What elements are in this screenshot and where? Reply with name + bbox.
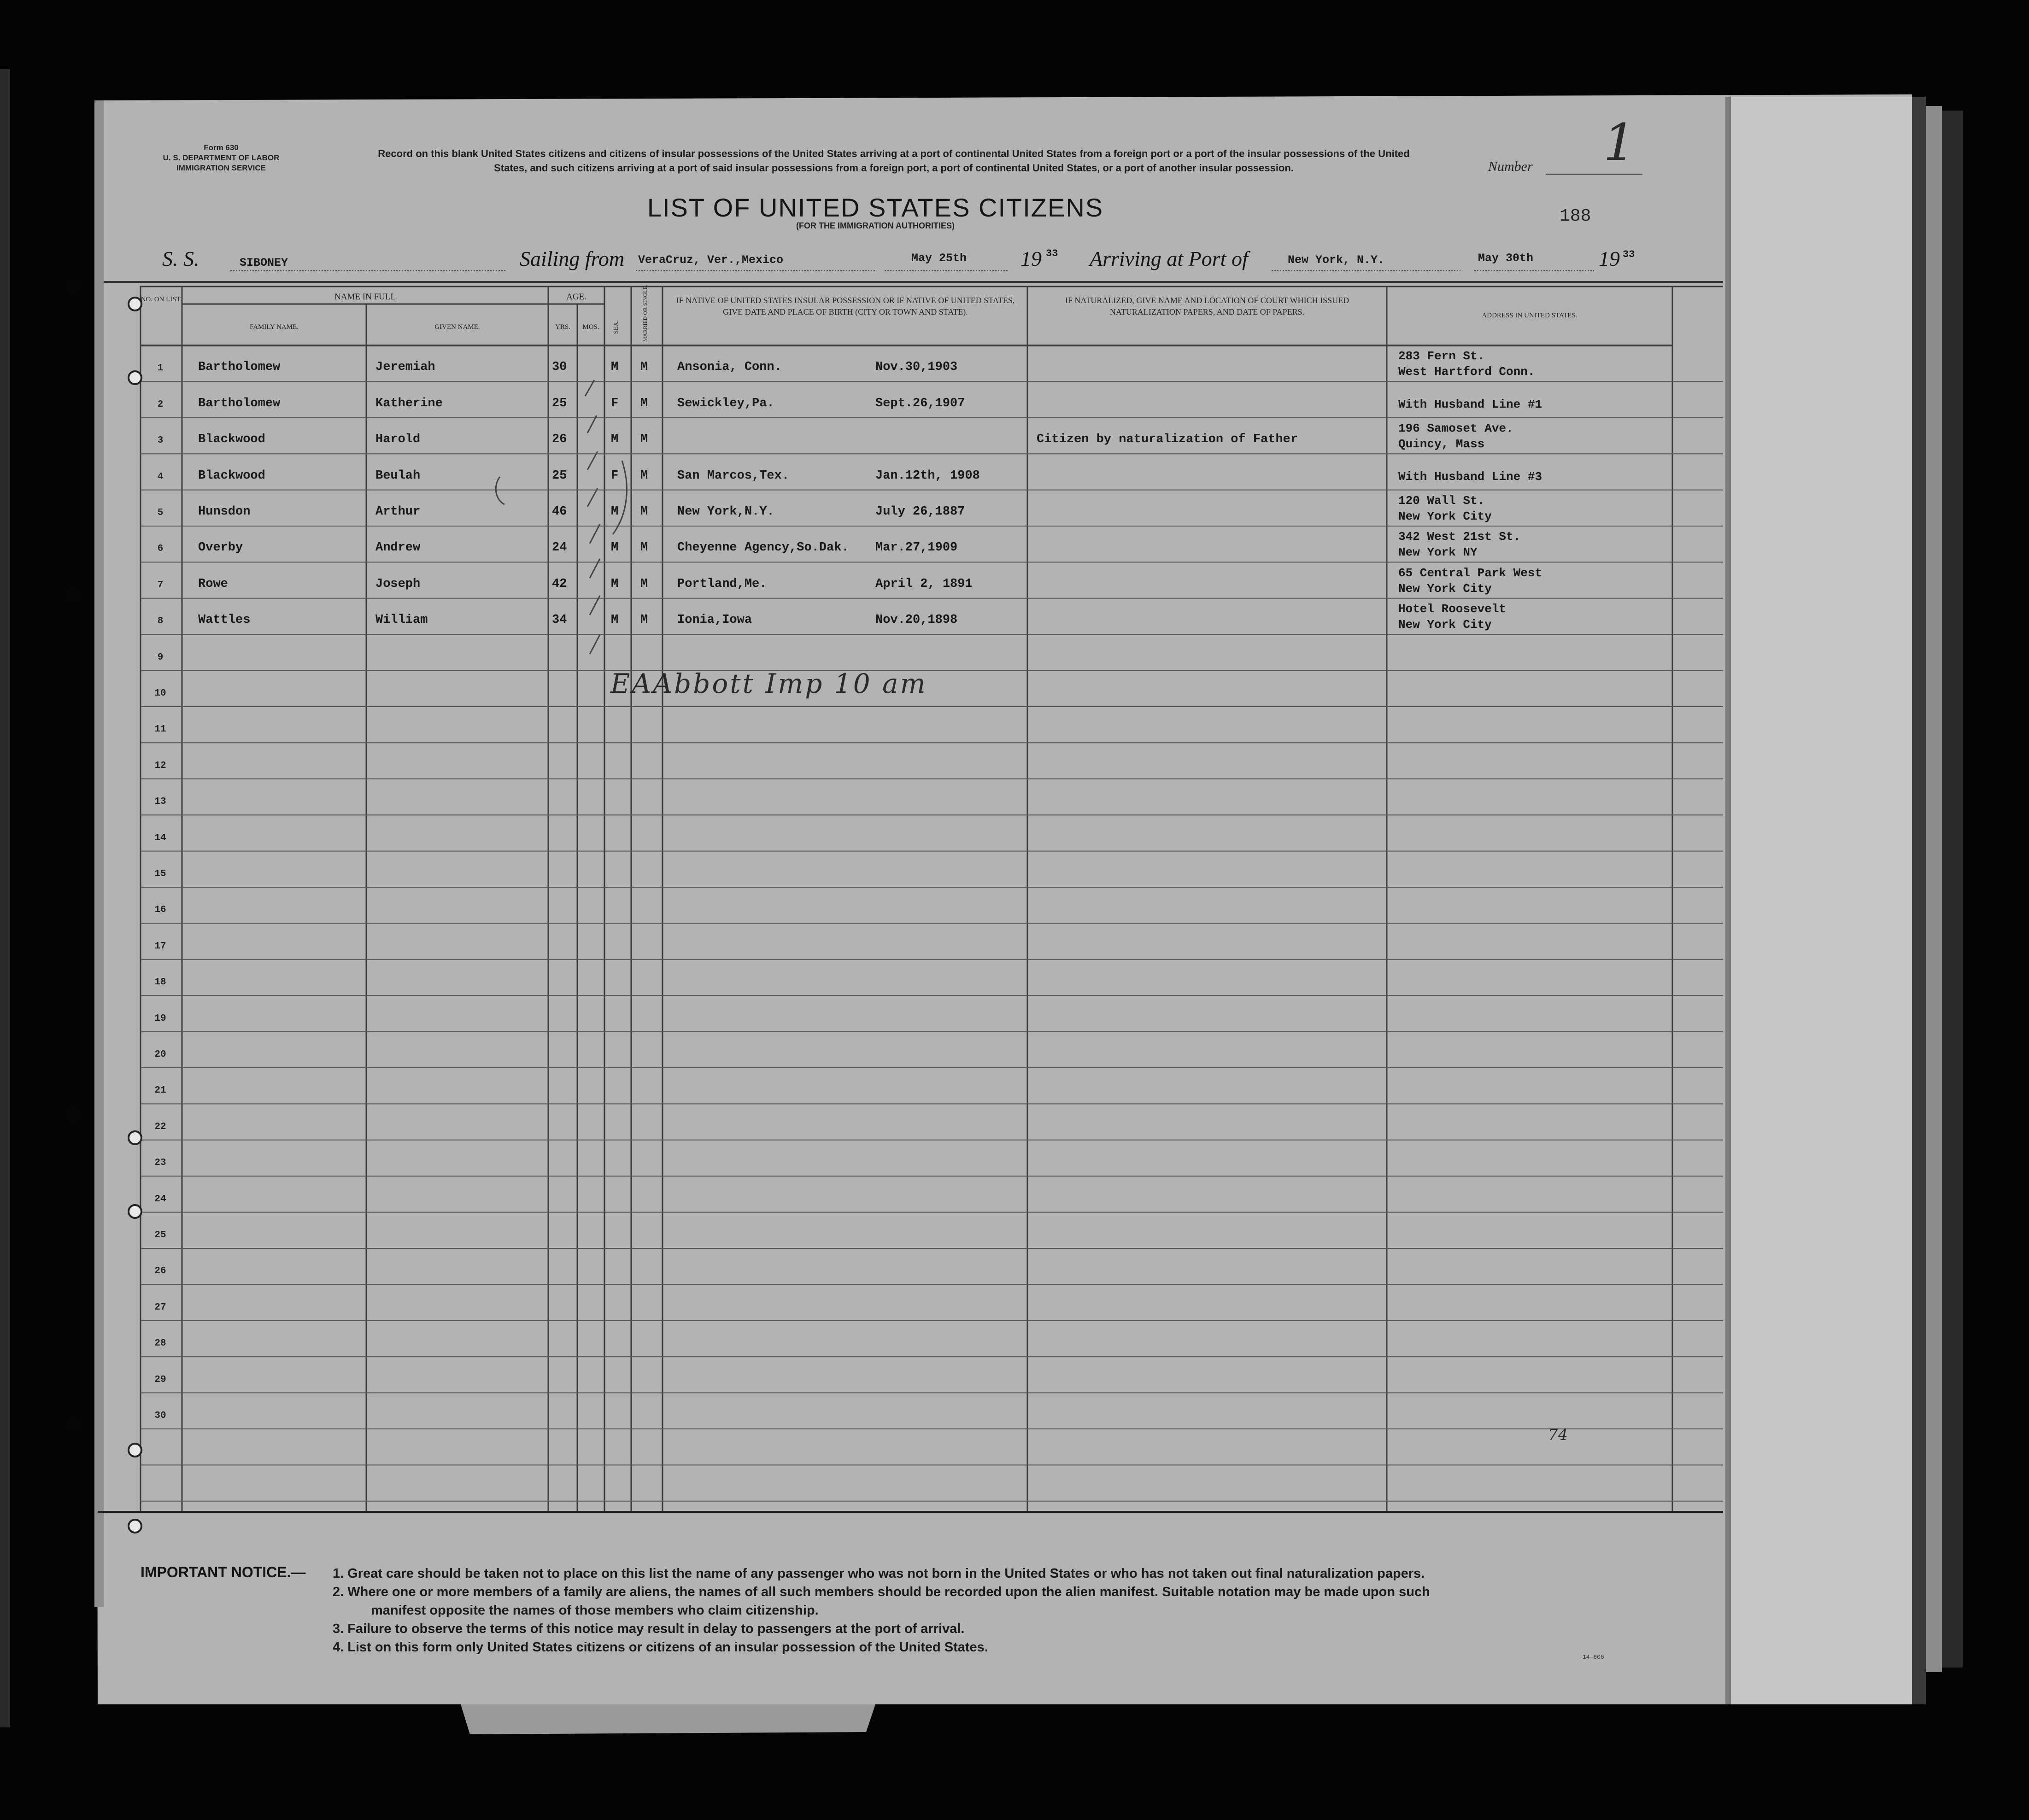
- address-line: 65 Central Park West: [1398, 566, 1542, 580]
- given-name: Jeremiah: [375, 360, 435, 375]
- address-line: Quincy, Mass: [1398, 437, 1485, 451]
- arrival-year-suffix: 33: [1623, 249, 1635, 260]
- col-header-family-name: FAMILY NAME.: [250, 323, 299, 331]
- line-number: 29: [154, 1374, 166, 1385]
- line-number: 6: [157, 544, 164, 555]
- birthdate: Mar.27,1909: [875, 541, 958, 555]
- ship-name: SIBONEY: [240, 256, 288, 269]
- col-header-address: ADDRESS IN UNITED STATES.: [1482, 312, 1577, 319]
- family-name: Overby: [198, 541, 243, 555]
- line-number: 9: [157, 652, 164, 663]
- address-line: 120 Wall St.: [1398, 494, 1485, 508]
- family-name: Wattles: [198, 613, 251, 627]
- header-fill-lines: [230, 269, 1631, 272]
- line-number: 28: [154, 1338, 166, 1349]
- address-line: Hotel Roosevelt: [1398, 602, 1507, 616]
- notice-item-3: 3. Failure to observe the terms of this notice may result in delay to passengers at the port of arrival.: [333, 1621, 965, 1636]
- col-header-age: AGE.: [566, 292, 586, 302]
- address-line: New York City: [1398, 618, 1492, 632]
- notice-item-2: 2. Where one or more members of a family are aliens, the names of all such members should be recorded upon the alien manifest. Suitable notation may be made upon such: [333, 1585, 1430, 1599]
- line-number: 21: [154, 1085, 166, 1096]
- line-number: 17: [154, 941, 166, 952]
- marital-status: M: [640, 577, 648, 591]
- birthplace: Portland,Me.: [677, 577, 767, 591]
- line-number: 3: [157, 435, 164, 446]
- line-number: 23: [154, 1158, 166, 1169]
- family-name: Blackwood: [198, 468, 265, 483]
- sex: M: [611, 433, 619, 447]
- address-line: With Husband Line #1: [1398, 397, 1542, 411]
- birthplace: Ionia,Iowa: [677, 613, 752, 627]
- marital-status: M: [640, 505, 648, 519]
- sex: M: [611, 360, 619, 375]
- sex: M: [611, 541, 619, 555]
- line-number: 18: [154, 977, 166, 988]
- line-number: 26: [154, 1266, 166, 1277]
- line-number: 27: [154, 1302, 166, 1313]
- address-line: New York City: [1398, 581, 1492, 596]
- age-years: 42: [552, 577, 567, 591]
- col-header-sex: SEX.: [613, 320, 620, 334]
- sailing-from-port: VeraCruz, Ver.,Mexico: [638, 253, 784, 267]
- marital-status: M: [640, 541, 648, 555]
- line-number: 2: [157, 399, 164, 410]
- naturalization: Citizen by naturalization of Father: [1037, 433, 1298, 447]
- marital-status: M: [640, 433, 648, 447]
- line-number: 7: [157, 579, 164, 591]
- notice-item-2-cont: manifest opposite the names of those members who claim citizenship.: [371, 1603, 819, 1618]
- handwritten-mark: 74: [1548, 1426, 1568, 1444]
- age-years: 46: [552, 505, 567, 519]
- given-name: William: [375, 613, 428, 627]
- col-header-naturalized: IF NATURALIZED, GIVE NAME AND LOCATION OF COURT WHICH ISSUED NATURALIZATION PAPERS, AND DATE OF PAPERS.: [1065, 296, 1349, 316]
- given-name: Arthur: [375, 505, 421, 519]
- marital-status: M: [640, 396, 648, 410]
- sailing-year-prefix: 19: [1020, 247, 1042, 270]
- notice-item-4: 4. List on this form only United States citizens or citizens of an insular possession of the United States.: [333, 1640, 988, 1655]
- line-number: 10: [154, 688, 166, 699]
- line-number: 5: [157, 508, 164, 518]
- col-header-birth: IF NATIVE OF UNITED STATES INSULAR POSSESSION OR IF NATIVE OF UNITED STATES, GIVE DATE AND PLACE OF BIRTH (CITY OR TOWN AND STATE).: [676, 296, 1015, 316]
- line-number: 13: [154, 796, 166, 808]
- line-number: 12: [154, 760, 166, 771]
- marital-status: M: [640, 360, 648, 375]
- line-number: 22: [154, 1121, 166, 1132]
- given-name: Andrew: [375, 541, 421, 555]
- line-number: 1: [157, 363, 164, 374]
- birthplace: San Marcos,Tex.: [677, 468, 790, 483]
- age-years: 25: [552, 396, 567, 410]
- form-instructions: Record on this blank United States citizens and citizens of insular possessions of the United States arriving at a port of continental United States from a foreign port or a port of the insular possessions of the United States, and such citizens arriving at a port of said insular possessions from a foreign port, a port of continental United States, or a port of another insular possession.: [378, 148, 1410, 174]
- birthplace: New York,N.Y.: [677, 505, 774, 519]
- address-line: 342 West 21st St.: [1398, 530, 1521, 544]
- col-header-name: NAME IN FULL: [334, 292, 396, 302]
- address-line: New York NY: [1398, 545, 1478, 560]
- department-name: U. S. DEPARTMENT OF LABOR: [163, 153, 280, 162]
- address-line: 196 Samoset Ave.: [1398, 421, 1513, 436]
- sailing-date: May 25th: [911, 252, 967, 265]
- given-name: Joseph: [375, 577, 421, 591]
- line-number: 24: [154, 1194, 166, 1205]
- col-header-no: NO. ON LIST.: [141, 296, 182, 303]
- address-line: 283 Fern St.: [1398, 349, 1485, 363]
- line-number: 8: [157, 616, 164, 627]
- stamp-number: 188: [1560, 206, 1591, 226]
- age-years: 24: [552, 541, 567, 555]
- marital-status: M: [640, 613, 648, 627]
- col-header-mos: MOS.: [582, 323, 599, 331]
- birthplace: Sewickley,Pa.: [677, 396, 774, 410]
- birthdate: Nov.20,1898: [875, 613, 958, 627]
- col-header-yrs: YRS.: [555, 323, 570, 331]
- line-number: 15: [154, 869, 166, 879]
- sex: M: [611, 577, 619, 591]
- age-years: 25: [552, 468, 567, 483]
- print-code: 14—606: [1583, 1654, 1604, 1661]
- address-line: New York City: [1398, 509, 1492, 523]
- birthdate: Nov.30,1903: [875, 360, 958, 375]
- address-line: With Husband Line #3: [1398, 469, 1542, 484]
- line-number: 30: [154, 1410, 166, 1421]
- given-name: Katherine: [375, 396, 443, 410]
- sex: M: [611, 505, 619, 519]
- number-value: 1: [1603, 113, 1636, 172]
- line-number: 4: [157, 471, 164, 482]
- page-title: LIST OF UNITED STATES CITIZENS: [647, 193, 1104, 222]
- family-name: Bartholomew: [198, 360, 281, 375]
- form-identifier: [138, 143, 304, 173]
- given-name: Harold: [375, 433, 421, 447]
- age-years: 34: [552, 613, 567, 627]
- line-number: 20: [154, 1049, 166, 1060]
- birthdate: April 2, 1891: [875, 577, 973, 591]
- ss-label: S. S.: [162, 247, 199, 270]
- birthdate: Sept.26,1907: [875, 396, 965, 410]
- birthplace: Ansonia, Conn.: [677, 360, 782, 375]
- family-name: Blackwood: [198, 433, 265, 447]
- sailing-from-label: Sailing from: [520, 247, 625, 270]
- address-line: West Hartford Conn.: [1398, 365, 1535, 379]
- sailing-year-suffix: 33: [1046, 248, 1058, 259]
- family-name: Rowe: [198, 577, 228, 591]
- notice-heading: IMPORTANT NOTICE.—: [141, 1564, 306, 1580]
- age-years: 30: [552, 360, 567, 375]
- line-number: 25: [154, 1230, 166, 1241]
- col-header-given-name: GIVEN NAME.: [434, 323, 480, 331]
- handwritten-note: EAAbbott Imp 10 am: [610, 668, 927, 699]
- age-years: 26: [552, 433, 567, 447]
- service-name: IMMIGRATION SERVICE: [176, 164, 266, 172]
- arriving-label: Arriving at Port of: [1090, 247, 1248, 270]
- arriving-port: New York, N.Y.: [1288, 253, 1385, 267]
- col-header-married: MARRIED OR SINGLE.: [642, 285, 648, 342]
- notice-item-1: 1. Great care should be taken not to place on this list the name of any passenger who was not born in the United States or who has not taken out final naturalization papers.: [333, 1566, 1425, 1581]
- marital-status: M: [640, 468, 648, 483]
- line-number: 14: [154, 832, 166, 843]
- number-label: Number: [1488, 159, 1533, 174]
- page-subtitle: (FOR THE IMMIGRATION AUTHORITIES): [796, 221, 955, 230]
- birthdate: July 26,1887: [875, 505, 965, 519]
- family-name: Hunsdon: [198, 505, 251, 519]
- line-number: 11: [154, 724, 166, 735]
- sex: F: [611, 396, 619, 410]
- given-name: Beulah: [375, 468, 421, 483]
- sex: F: [611, 468, 619, 483]
- arrival-year-prefix: 19: [1599, 247, 1620, 270]
- family-name: Bartholomew: [198, 396, 281, 410]
- sex: M: [611, 613, 619, 627]
- arrival-date: May 30th: [1478, 252, 1534, 265]
- form-number: Form 630: [204, 143, 239, 152]
- birthdate: Jan.12th, 1908: [875, 468, 980, 483]
- line-number: 16: [154, 905, 166, 916]
- birthplace: Cheyenne Agency,So.Dak.: [677, 541, 849, 555]
- line-number: 19: [154, 1013, 166, 1024]
- number-underline: [1546, 138, 1753, 180]
